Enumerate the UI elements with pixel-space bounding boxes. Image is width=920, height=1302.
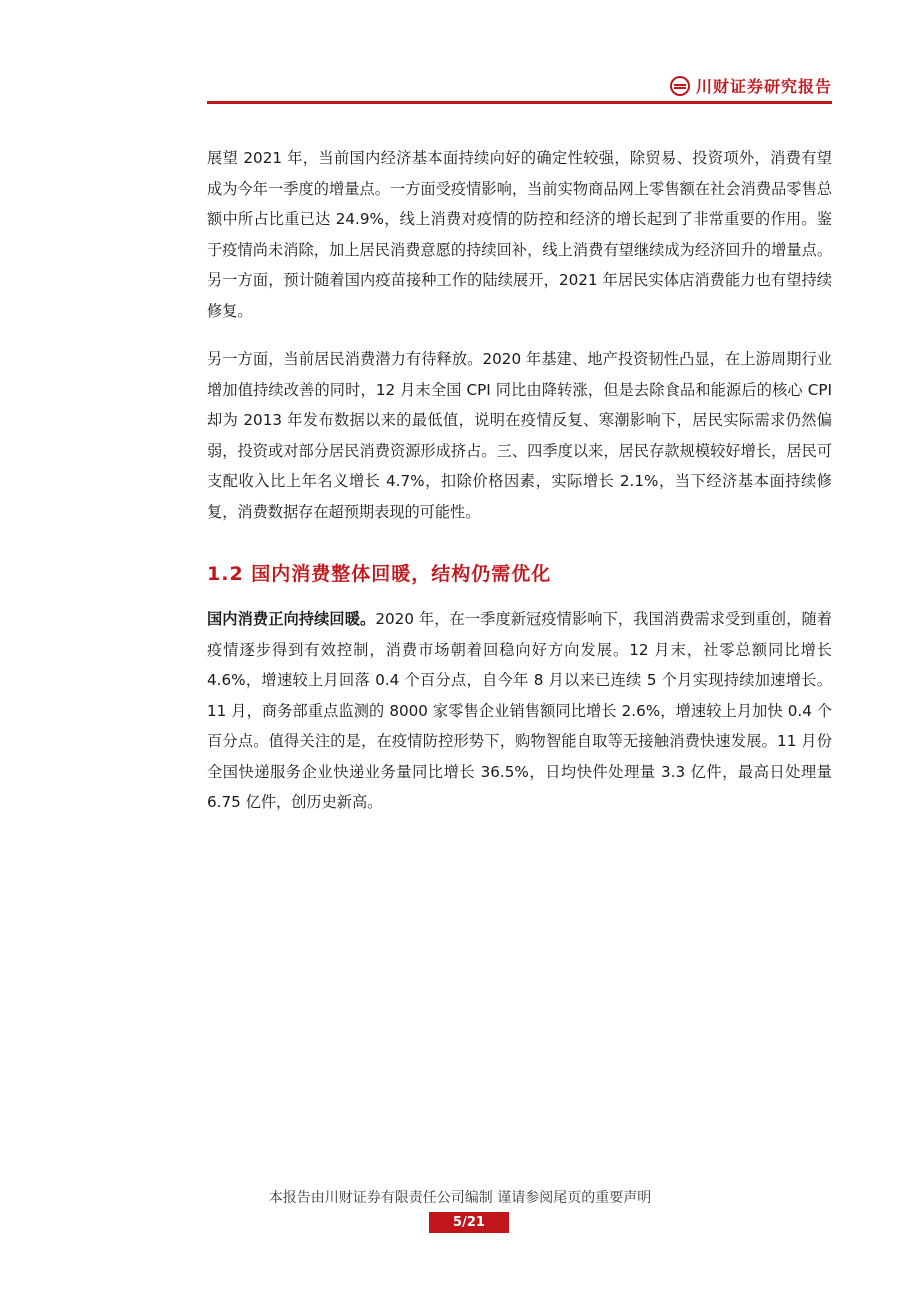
header-rule [207, 101, 832, 104]
chuancai-logo-icon [670, 76, 690, 96]
brand-name: 川财证券研究报告 [695, 77, 832, 96]
paragraph-consumption-potential: 另一方面，当前居民消费潜力有待释放。2020 年基建、地产投资韧性凸显，在上游周期行业增加值持续改善的同时，12 月末全国 CPI 同比由降转涨，但是去除食品和能源后的核心 CPI 却为 2013 年发布数据以来的最低值，说明在疫情反复、寒潮影响下，居民实际需求仍然偏弱，投资或对部分居民消费资源形成挤占。三、四季度以来，居民存款规模较好增长，居民可支配收入比上年名义增长 4.7%，扣除价格因素，实际增长 2.1%，当下经济基本面持续修复，消费数据存在超预期表现的可能性。 [207, 350, 832, 521]
section-heading: 1.2 国内消费整体回暖，结构仍需优化 [207, 563, 552, 585]
paragraph-consumption-recovery [207, 604, 832, 818]
page-number: 5/21 [429, 1212, 509, 1233]
paragraph-text: 2020 年，在一季度新冠疫情影响下，我国消费需求受到重创，随着疫情逐步得到有效控制，消费市场朝着回稳向好方向发展。12 月末，社零总额同比增长 4.6%，增速较上月回落 0.4 个百分点，自今年 8 月以来已连续 5 个月实现持续加速增长。11 月，商务部重点监测的 8000 家零售企业销售额同比增长 2.6%，增速较上月加快 0.4 个百分点。值得关注的是，在疫情防控形势下，购物智能自取等无接触消费快速发展。11 月份全国快递服务企业快递业务量同比增长 36.5%，日均快件处理量 3.3 亿件，最高日处理量 6.75 亿件，创历史新高。 [207, 610, 833, 811]
footer-disclaimer: 本报告由川财证券有限责任公司编制 谨请参阅尾页的重要声明 [268, 1190, 652, 1206]
paragraph-outlook: 展望 2021 年，当前国内经济基本面持续向好的确定性较强，除贸易、投资项外，消费有望成为今年一季度的增量点。一方面受疫情影响，当前实物商品网上零售额在社会消费品零售总额中所占比重已达 24.9%，线上消费对疫情的防控和经济的增长起到了非常重要的作用。鉴于疫情尚未消除，加上居民消费意愿的持续回补，线上消费有望继续成为经济回升的增量点。另一方面，预计随着国内疫苗接种工作的陆续展开，2021 年居民实体店消费能力也有望持续修复。 [207, 149, 832, 320]
brand [670, 74, 832, 97]
page-header [207, 70, 832, 104]
report-body [207, 143, 832, 836]
paragraph-lead: 国内消费正向持续回暖。 [207, 610, 376, 628]
